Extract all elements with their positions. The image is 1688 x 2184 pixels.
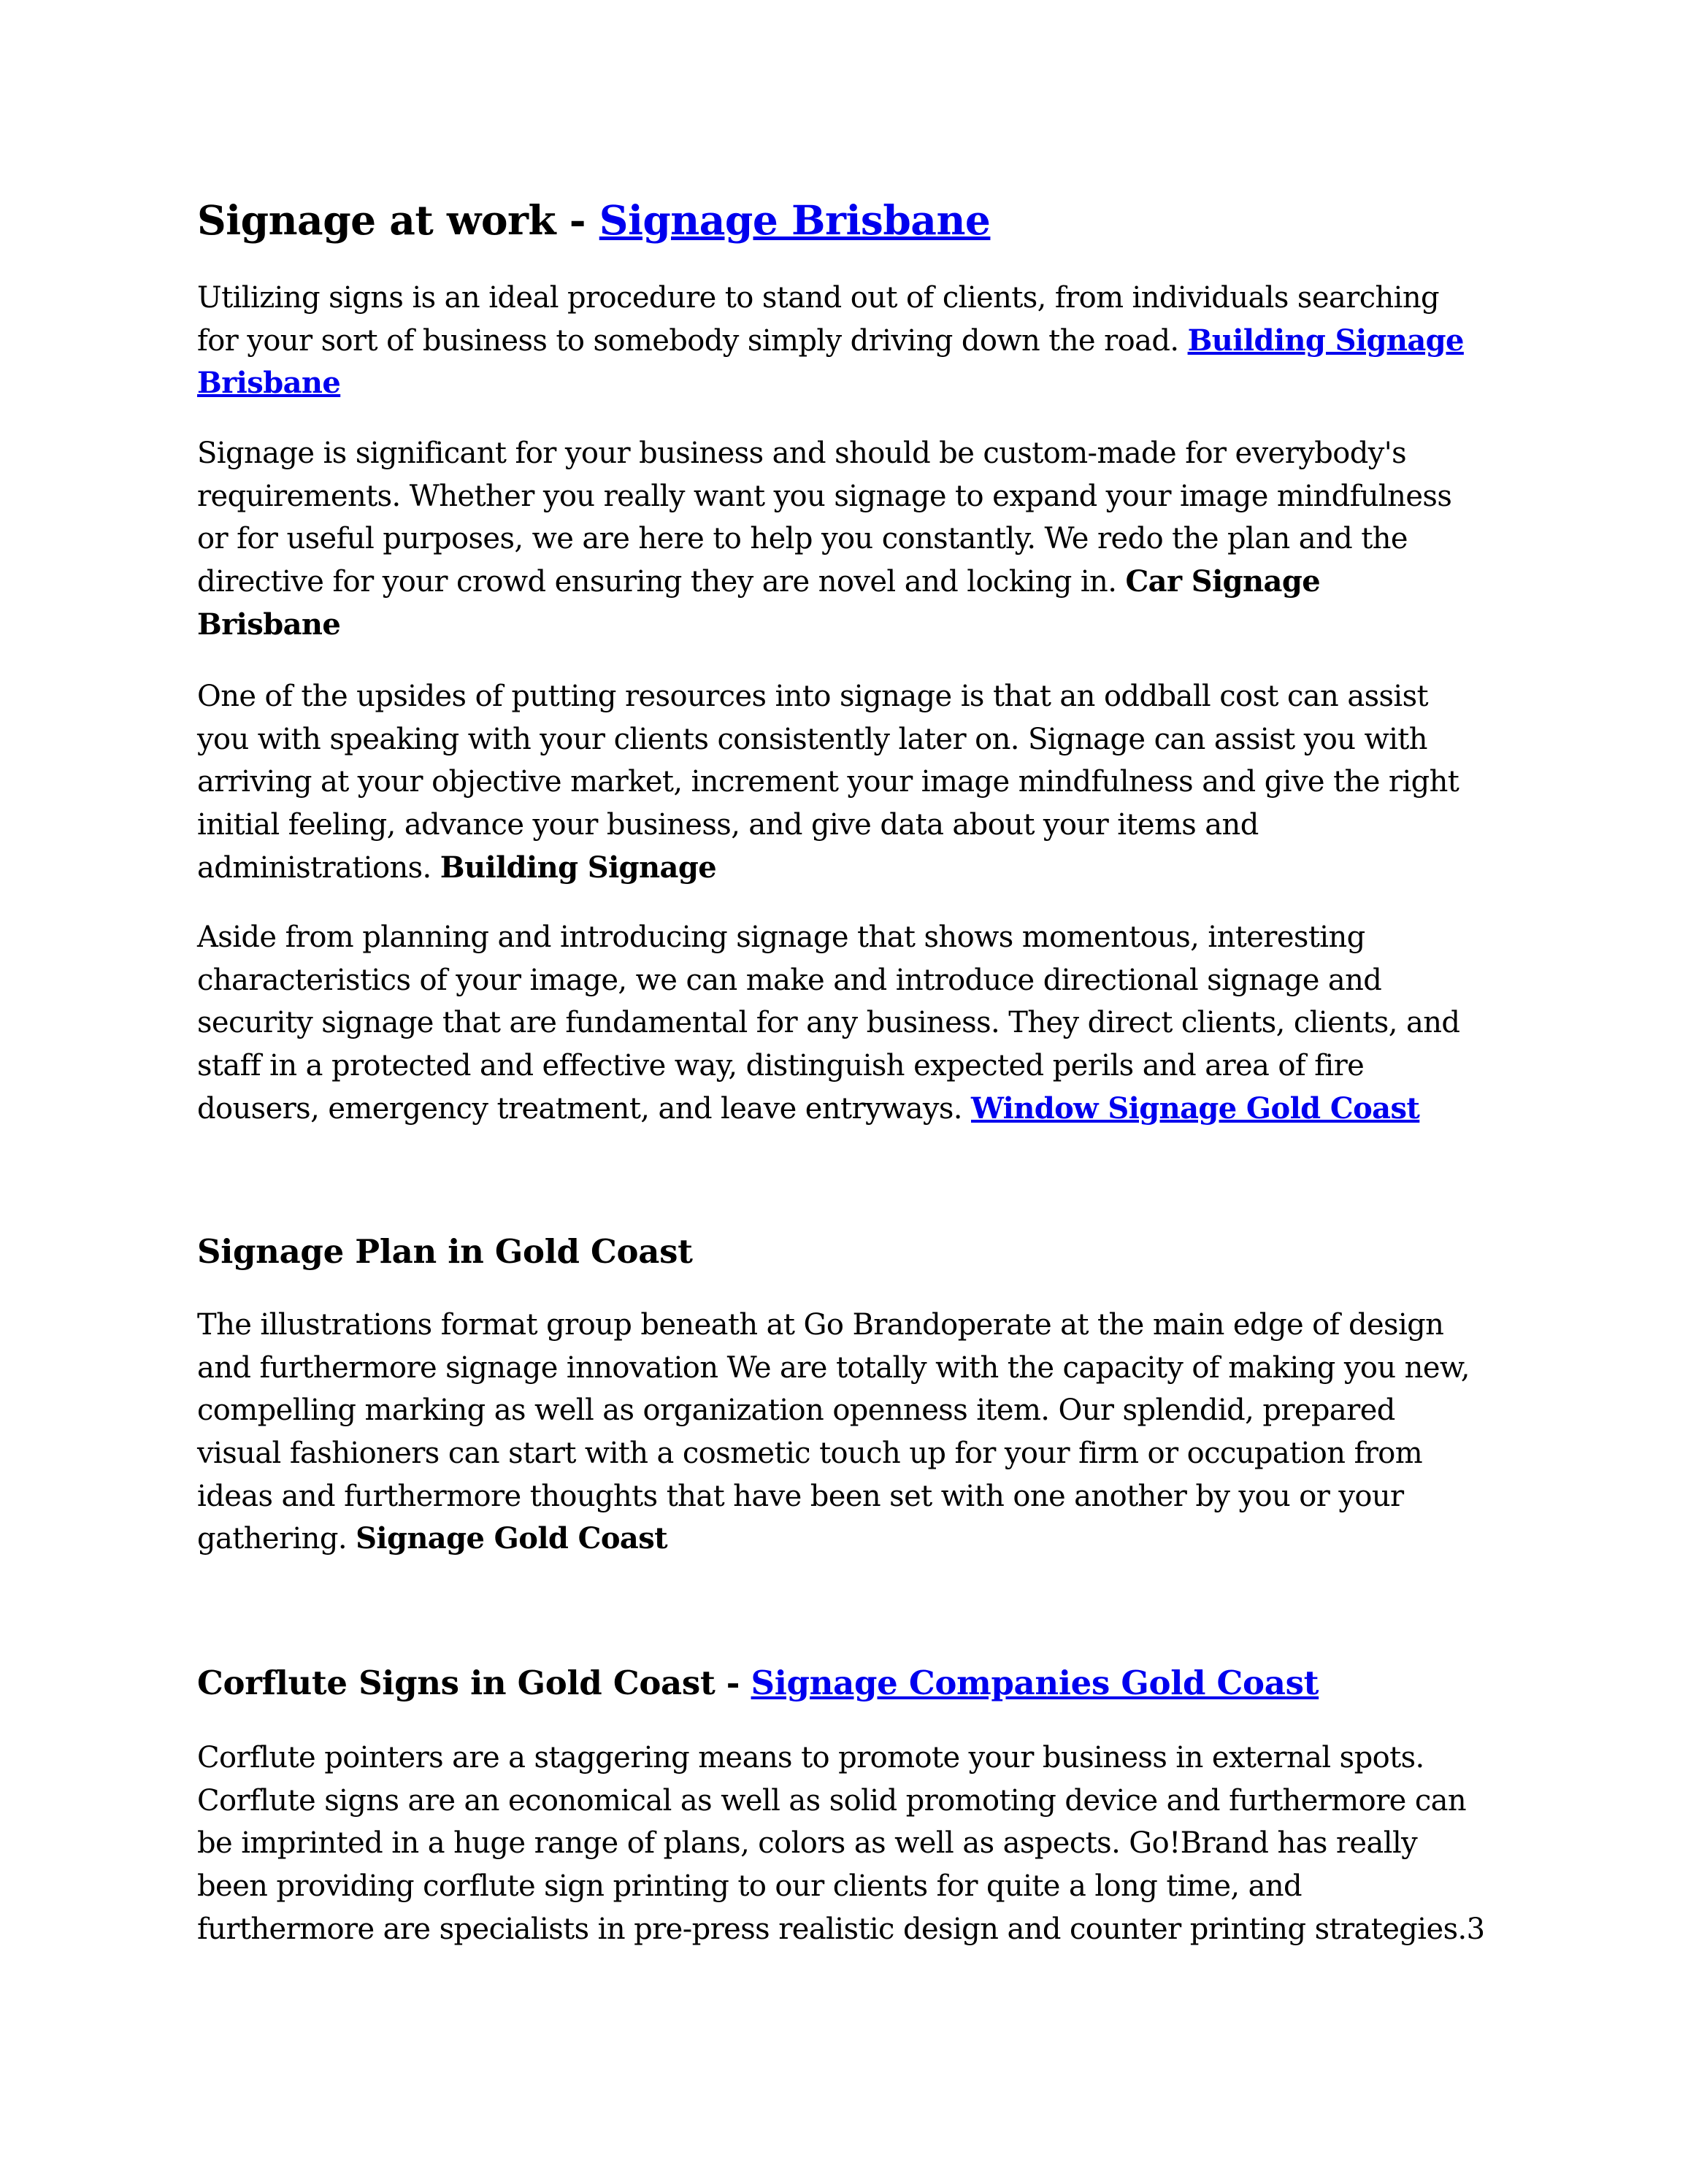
text-line: [197, 1001, 1459, 1045]
text-segment: ideas and furthermore thoughts that have been set with one another by you or your: [197, 1479, 1404, 1513]
text-line: [197, 959, 1459, 1002]
text-segment: or for useful purposes, we are here to help you constantly. We redo the plan and the: [197, 522, 1408, 556]
text-segment: characteristics of your image, we can make and introduce directional signage and: [197, 963, 1382, 997]
paragraph-1: [197, 277, 1464, 405]
text-line: [197, 1908, 1484, 1951]
text-segment: gathering.: [197, 1522, 356, 1556]
text-line: [197, 1780, 1484, 1823]
text-segment: Signage Plan in Gold Coast: [197, 1232, 693, 1271]
text-line: [197, 1822, 1484, 1865]
link-signage-companies-gold-coast[interactable]: Signage Companies Gold Coast: [751, 1664, 1319, 1702]
text-line: [197, 475, 1451, 518]
text-segment: been providing corflute sign printing to our clients for quite a long time, and: [197, 1869, 1303, 1904]
text-line: [197, 1518, 1470, 1561]
text-line: [197, 804, 1459, 847]
text-line: [197, 1432, 1470, 1475]
text-segment: Corflute signs are an economical as well as solid promoting device and furthermore can: [197, 1783, 1467, 1818]
text-segment: Corflute Signs in Gold Coast -: [197, 1664, 751, 1702]
text-segment: Utilizing signs is an ideal procedure to stand out of clients, from individuals searching: [197, 281, 1440, 315]
text-line: [197, 518, 1451, 561]
text-line: [197, 1045, 1459, 1088]
paragraph-3: [197, 675, 1459, 889]
link-window-signage-gold-coast[interactable]: Window Signage Gold Coast: [971, 1091, 1420, 1126]
paragraph-5: [197, 1304, 1470, 1561]
text-line: [197, 432, 1451, 475]
text-segment: Signage is significant for your business and should be custom-made for everybody's: [197, 437, 1407, 470]
text-line: [197, 761, 1459, 804]
text-segment: Aside from planning and introducing signage that shows momentous, interesting: [197, 920, 1365, 954]
keyword-text: Car Signage: [1125, 564, 1321, 599]
text-segment: administrations.: [197, 850, 440, 885]
text-line: [197, 362, 1464, 405]
heading-signage-at-work: [197, 195, 990, 246]
text-line: [197, 1475, 1470, 1518]
text-segment: you with speaking with your clients consistently later on. Signage can assist you with: [197, 722, 1427, 756]
text-segment: dousers, emergency treatment, and leave entryways.: [197, 1091, 972, 1126]
text-segment: The illustrations format group beneath at Go Brandoperate at the main edge of design: [197, 1308, 1444, 1342]
text-line: [197, 675, 1459, 718]
text-line: [197, 277, 1464, 320]
text-segment: arriving at your objective market, increment your image mindfulness and give the right: [197, 765, 1459, 799]
text-segment: security signage that are fundamental for any business. They direct clients, clients, and: [197, 1006, 1460, 1040]
text-line: [197, 1865, 1484, 1908]
text-segment: Signage at work -: [197, 196, 599, 244]
text-segment: requirements. Whether you really want you signage to expand your image mindfulness: [197, 479, 1452, 513]
text-line: [197, 1230, 693, 1274]
text-segment: visual fashioners can start with a cosmetic touch up for your firm or occupation from: [197, 1437, 1423, 1471]
text-line: [197, 718, 1459, 761]
link-signage-brisbane[interactable]: Signage Brisbane: [599, 196, 991, 244]
text-segment: One of the upsides of putting resources into signage is that an oddball cost can assist: [197, 680, 1429, 713]
heading-signage-plan: [197, 1230, 693, 1274]
keyword-text: Building Signage: [440, 850, 717, 885]
text-line: [197, 1737, 1484, 1780]
text-line: [197, 1347, 1470, 1390]
heading-corflute-signs: [197, 1661, 1319, 1705]
paragraph-6: [197, 1737, 1484, 1950]
text-segment: for your sort of business to somebody simply driving down the road.: [197, 323, 1188, 358]
text-segment: furthermore are specialists in pre-press realistic design and counter printing strategies.3: [197, 1912, 1485, 1946]
text-segment: initial feeling, advance your business, and give data about your items and: [197, 808, 1259, 842]
text-segment: directive for your crowd ensuring they are novel and locking in.: [197, 565, 1126, 599]
text-segment: staff in a protected and effective way, distinguish expected perils and area of fire: [197, 1049, 1365, 1083]
keyword-text: Brisbane: [197, 607, 341, 642]
keyword-text: Signage Gold Coast: [356, 1521, 668, 1556]
text-line: [197, 847, 1459, 890]
text-line: [197, 561, 1451, 604]
text-line: [197, 320, 1464, 363]
text-segment: Corflute pointers are a staggering means to promote your business in external spots.: [197, 1741, 1424, 1774]
link-brisbane[interactable]: Brisbane: [197, 366, 341, 401]
text-line: [197, 1088, 1459, 1131]
text-segment: be imprinted in a huge range of plans, colors as well as aspects. Go!Brand has really: [197, 1826, 1418, 1861]
text-line: [197, 195, 990, 246]
paragraph-2: [197, 432, 1451, 646]
link-building-signage[interactable]: Building Signage: [1187, 323, 1464, 358]
text-line: [197, 604, 1451, 647]
text-line: [197, 1389, 1470, 1432]
text-segment: compelling marking as well as organization openness item. Our splendid, prepared: [197, 1393, 1395, 1428]
paragraph-4: [197, 916, 1459, 1130]
text-segment: and furthermore signage innovation We are totally with the capacity of making you new,: [197, 1350, 1470, 1385]
text-line: [197, 1304, 1470, 1347]
text-line: [197, 1661, 1319, 1705]
text-line: [197, 916, 1459, 959]
